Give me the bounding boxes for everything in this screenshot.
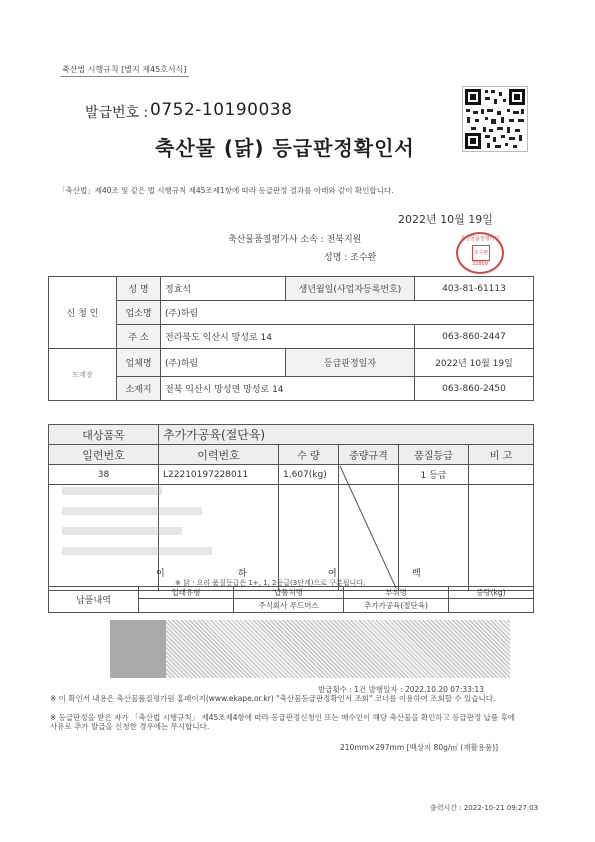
signer-label: 성명 : [324, 253, 348, 263]
redacted-pattern [166, 620, 510, 678]
delivery-label: 납품내역 [49, 587, 139, 613]
evaluator-org-label: 축산물품질평가사 소속 : [228, 235, 324, 245]
qr-code-icon [462, 86, 528, 152]
facility-phone: 063-860-2450 [415, 377, 534, 401]
seal-bottom-text: 32809 [472, 261, 488, 267]
delivery-val4 [449, 599, 534, 613]
delivery-col2: 납품처명 [234, 587, 344, 599]
form-label: 축산법 시행규칙 [별지 제45호서식] [60, 64, 189, 77]
name-label: 성 명 [117, 277, 161, 301]
evaluator-org [228, 232, 361, 245]
company-label: 업소명 [117, 301, 161, 325]
col-weight: 중량규격 [339, 445, 399, 465]
row-grade: 1 등급 [399, 465, 469, 485]
watermark-stripe [62, 527, 182, 535]
seal-center: 조수완 [472, 245, 490, 261]
applicant-table [48, 276, 534, 401]
facility-section-label: 도계장 [49, 349, 117, 401]
col-qty: 수 량 [279, 445, 339, 465]
footnote-grade: ※ 닭ㆍ오리 품질등급은 1+, 1, 2등급(3단계)으로 구분됩니다. [175, 579, 366, 587]
watermark-stripe [62, 547, 212, 555]
delivery-col3: 부위명 [344, 587, 449, 599]
applicant-phone: 063-860-2447 [415, 325, 534, 349]
delivery-val1 [139, 599, 234, 613]
facility-address-label: 소재지 [117, 377, 161, 401]
row-serial: 38 [49, 465, 159, 485]
applicant-address: 전라북도 익산시 망성로 14 [161, 325, 415, 349]
applicant-section-label: 신 청 인 [49, 277, 117, 349]
delivery-val3: 추가가공육(절단육) [344, 599, 449, 613]
watermark-end: 백 [412, 569, 421, 579]
row-qty: 1,607(kg) [279, 465, 339, 485]
applicant-birth: 403-81-61113 [415, 277, 534, 301]
facility-name-label: 업체명 [117, 349, 161, 377]
footer-note-2: ※ 등급판정을 받은 자가 「축산법 시행규칙」 제45조제4항에 따라 등급판정신청인 또는 매수인이 해당 축산물을 확인하고 등급판정 납품 후에 사유로 추가 발급을 신청한 경우에는 무시합니다. [50, 713, 515, 731]
signer [324, 250, 376, 263]
intro-text: 「축산법」제40조 및 같은 법 시행규칙 제45조제1항에 따라 등급판정 결과를 아래와 같이 확인합니다. [58, 186, 394, 195]
col-serial: 일련번호 [49, 445, 159, 465]
signer-name: 조수완 [350, 253, 377, 263]
facility-name: (주)하림 [161, 349, 286, 377]
void-slash-icon [338, 464, 398, 590]
seal-top-text: 축산물품질평가원 [460, 236, 500, 242]
issue-info: 발급횟수 : 1건 발행일자 : 2022.10.20 07:33:13 [318, 685, 484, 694]
document-title: 축산물 (닭) 등급판정확인서 [155, 136, 415, 160]
issue-number-label: 발급번호 : [85, 105, 149, 121]
watermark-cell-1 [49, 485, 159, 591]
watermark-mid: 하 [238, 569, 247, 579]
paper-spec: 210mm×297mm [백상지 80g/㎡ (재활용품)] [340, 743, 499, 752]
facility-date: 2022년 10월 19일 [415, 349, 534, 377]
row-trace: L22210197228011 [159, 465, 279, 485]
watermark-right: 여 [328, 569, 337, 579]
facility-address: 전북 익산시 망성면 망성로 14 [161, 377, 415, 401]
official-seal [456, 232, 504, 274]
col-trace: 이력번호 [159, 445, 279, 465]
watermark-stripe [62, 487, 162, 495]
footer-note-1: ※ 이 확인서 내용은 축산물품질평가원 홈페이지(www.ekape.or.kr) "축산물등급판정확인서 조회" 코너를 이용하여 조회할 수 있습니다. [50, 694, 496, 703]
col-grade: 품질등급 [399, 445, 469, 465]
applicant-name: 정효석 [161, 277, 286, 301]
qr-code-graphic [463, 87, 527, 151]
watermark-cell-2 [159, 485, 279, 591]
print-time: 출력시간 : 2022-10-21 09:27:03 [430, 804, 539, 812]
delivery-col1: 업태유형 [139, 587, 234, 599]
delivery-val2: 주식회사 푸드머스 [234, 599, 344, 613]
redacted-block [110, 620, 166, 678]
applicant-company: (주)하림 [161, 301, 534, 325]
watermark-cell-5 [399, 485, 469, 591]
watermark-cell-6 [469, 485, 534, 591]
target-label: 대상품목 [49, 425, 159, 445]
delivery-col4: 중량(kg) [449, 587, 534, 599]
issue-number: 0752-10190038 [150, 100, 293, 120]
birth-label: 생년월일(사업자등록번호) [286, 277, 415, 301]
watermark-left: 이 [156, 569, 165, 579]
evaluator-org-value: 전북지원 [326, 235, 362, 245]
row-note [469, 465, 534, 485]
issue-date: 2022년 10월 19일 [398, 213, 493, 226]
delivery-table [48, 586, 534, 613]
watermark-stripe [62, 507, 202, 515]
col-note: 비 고 [469, 445, 534, 465]
facility-date-label: 등급판정일자 [286, 349, 415, 377]
address-label: 주 소 [117, 325, 161, 349]
target-value: 추가가공육(절단육) [159, 425, 534, 445]
